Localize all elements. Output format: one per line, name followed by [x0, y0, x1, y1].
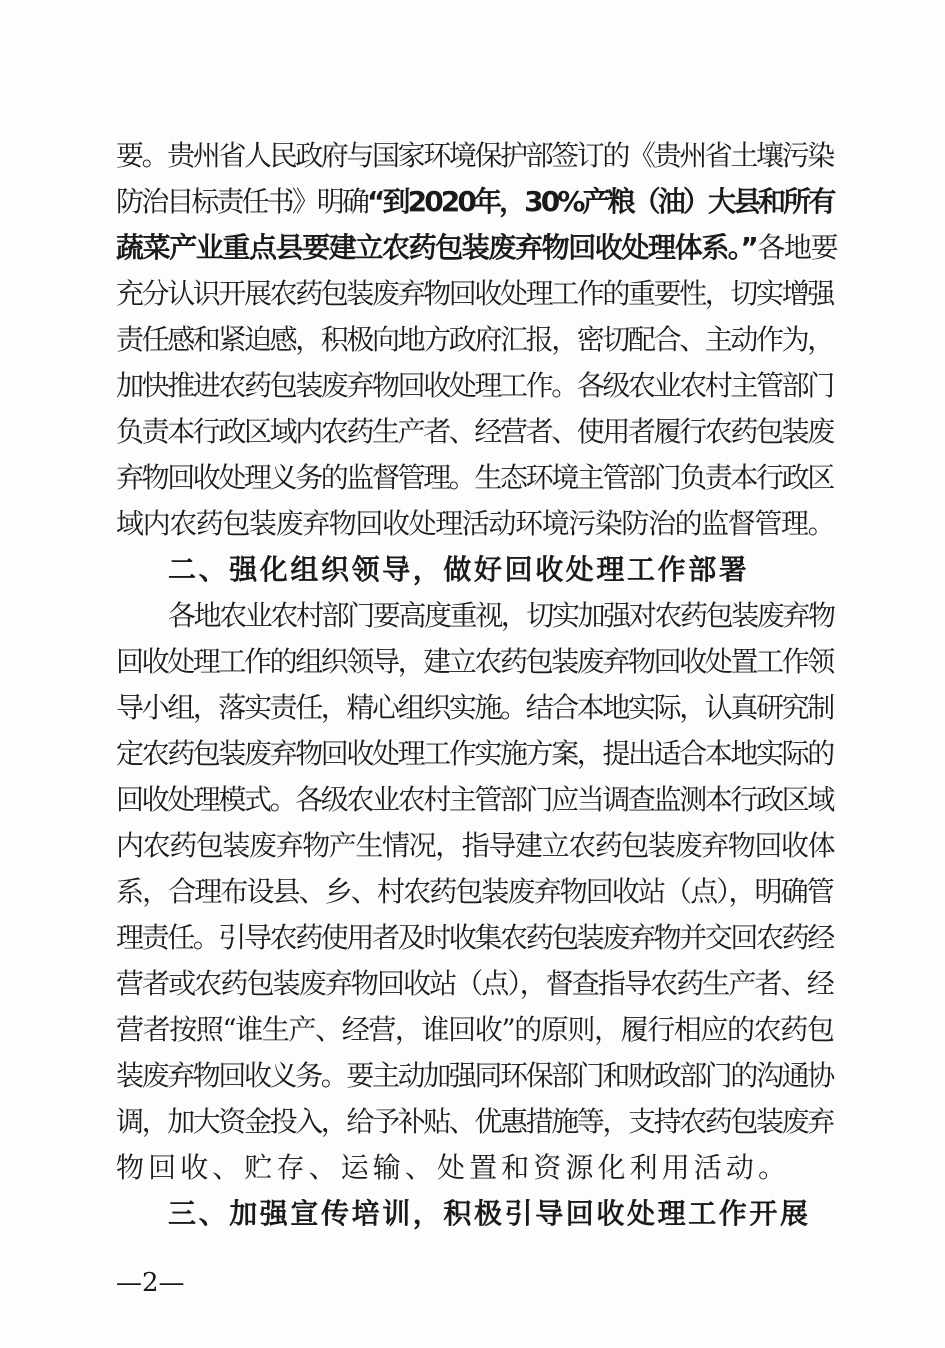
body-line: 回收处理工作的组织领导，建立农药包装废弃物回收处置工作领 — [116, 645, 833, 678]
body-line: 加快推进农药包装废弃物回收处理工作。各级农业农村主管部门 — [116, 369, 833, 402]
body-line: 责任感和紧迫感，积极向地方政府汇报，密切配合、主动作为， — [116, 323, 833, 356]
bold-quote: “到2020年，30%产粮（油）大县和所有 — [367, 185, 834, 218]
body-line: 域内农药包装废弃物回收处理活动环境污染防治的监督管理。 — [116, 507, 835, 540]
body-line: 调，加大资金投入，给予补贴、优惠措施等，支持农药包装废弃 — [116, 1105, 833, 1138]
body-line: 蔬菜产业重点县要建立农药包装废弃物回收处理体系。”各地要 — [116, 231, 838, 264]
body-line: 弃物回收处理义务的监督管理。生态环境主管部门负责本行政区 — [116, 461, 833, 494]
body-line: 营者按照“谁生产、经营，谁回收”的原则，履行相应的农药包 — [116, 1013, 834, 1046]
body-line: 防治目标责任书》明确“到2020年，30%产粮（油）大县和所有 — [116, 185, 834, 218]
section-heading: 三、加强宣传培训，积极引导回收处理工作开展 — [168, 1197, 811, 1230]
section-heading: 二、强化组织领导，做好回收处理工作部署 — [168, 553, 750, 586]
body-line: 负责本行政区域内农药生产者、经营者、使用者履行农药包装废 — [116, 415, 833, 448]
body-line: 要。贵州省人民政府与国家环境保护部签订的《贵州省土壤污染 — [116, 139, 833, 172]
body-line: 回收处理模式。各级农业农村主管部门应当调查监测本行政区域 — [116, 783, 833, 816]
page-number: —2— — [116, 1268, 185, 1298]
body-line: 营者或农药包装废弃物回收站（点），督查指导农药生产者、经 — [116, 967, 833, 1000]
body-line: 物回收、贮存、运输、处置和资源化利用活动。 — [116, 1151, 791, 1184]
body-line: 各地农业农村部门要高度重视，切实加强对农药包装废弃物 — [168, 599, 834, 632]
body-line: 导小组，落实责任，精心组织实施。结合本地实际，认真研究制 — [116, 691, 833, 724]
bold-quote: 蔬菜产业重点县要建立农药包装废弃物回收处理体系。” — [116, 231, 758, 264]
body-line: 系，合理布设县、乡、村农药包装废弃物回收站（点），明确管 — [116, 875, 833, 908]
body-line: 内农药包装废弃物产生情况，指导建立农药包装废弃物回收体 — [116, 829, 835, 862]
body-line: 装废弃物回收义务。要主动加强同环保部门和财政部门的沟通协 — [116, 1059, 833, 1092]
body-line: 定农药包装废弃物回收处理工作实施方案，提出适合本地实际的 — [116, 737, 833, 770]
body-line: 充分认识开展农药包装废弃物回收处理工作的重要性，切实增强 — [116, 277, 833, 310]
body-line: 理责任。引导农药使用者及时收集农药包装废弃物并交回农药经 — [116, 921, 833, 954]
